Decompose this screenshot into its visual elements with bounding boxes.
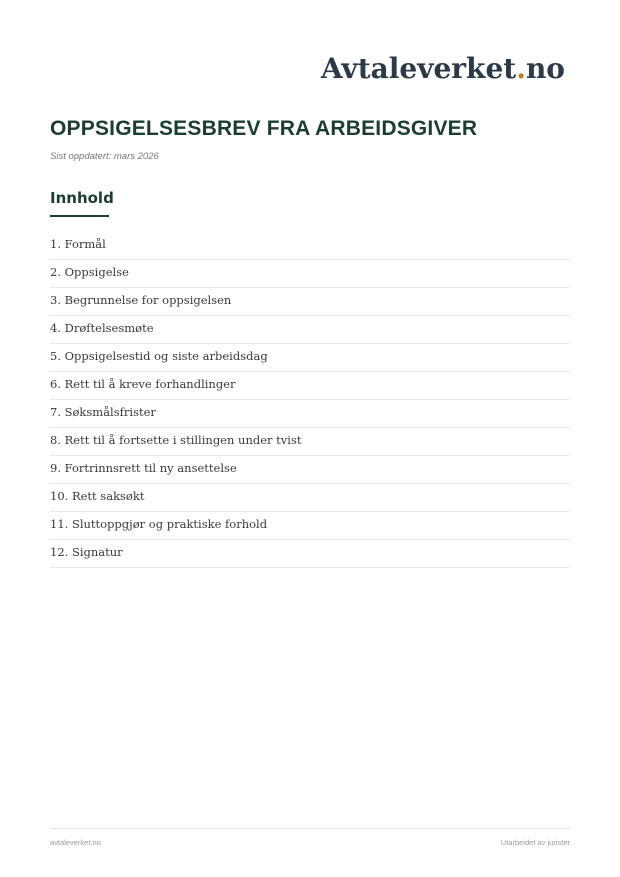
toc-item-fortrinnsrett[interactable]: 9. Fortrinnsrett til ny ansettelse — [50, 456, 570, 484]
toc-item-formal[interactable]: 1. Formål — [50, 232, 570, 260]
document-title: OPPSIGELSESBREV FRA ARBEIDSGIVER — [50, 117, 478, 140]
document-page — [50, 0, 570, 877]
toc-item-forhandlinger[interactable]: 6. Rett til å kreve forhandlinger — [50, 372, 570, 400]
toc-item-rett-saksokt[interactable]: 10. Rett saksøkt — [50, 484, 570, 512]
toc-item-begrunnelse[interactable]: 3. Begrunnelse for oppsigelsen — [50, 288, 570, 316]
brand-logo[interactable] — [321, 52, 565, 85]
logo-tld: no — [525, 52, 565, 85]
toc-heading-underline — [50, 215, 109, 217]
footer-divider — [50, 828, 570, 829]
toc-item-signatur[interactable]: 12. Signatur — [50, 540, 570, 568]
table-of-contents — [50, 232, 570, 568]
toc-item-oppsigelse[interactable]: 2. Oppsigelse — [50, 260, 570, 288]
logo-name: Avtaleverket — [320, 52, 517, 85]
footer-credit: Utarbeidet av jurister — [500, 838, 570, 847]
logo-dot: . — [516, 52, 526, 85]
toc-item-soksmalsfrister[interactable]: 7. Søksmålsfrister — [50, 400, 570, 428]
last-updated-text: Sist oppdatert: mars 2026 — [50, 151, 159, 162]
footer-site-name: avtaleverket.no — [50, 838, 101, 847]
toc-item-fortsette-i-stillingen[interactable]: 8. Rett til å fortsette i stillingen under tvist — [50, 428, 570, 456]
toc-heading: Innhold — [50, 189, 114, 207]
toc-item-drofelsesmote[interactable]: 4. Drøftelsesmøte — [50, 316, 570, 344]
toc-item-oppsigelsestid[interactable]: 5. Oppsigelsestid og siste arbeidsdag — [50, 344, 570, 372]
toc-item-sluttoppgjor[interactable]: 11. Sluttoppgjør og praktiske forhold — [50, 512, 570, 540]
